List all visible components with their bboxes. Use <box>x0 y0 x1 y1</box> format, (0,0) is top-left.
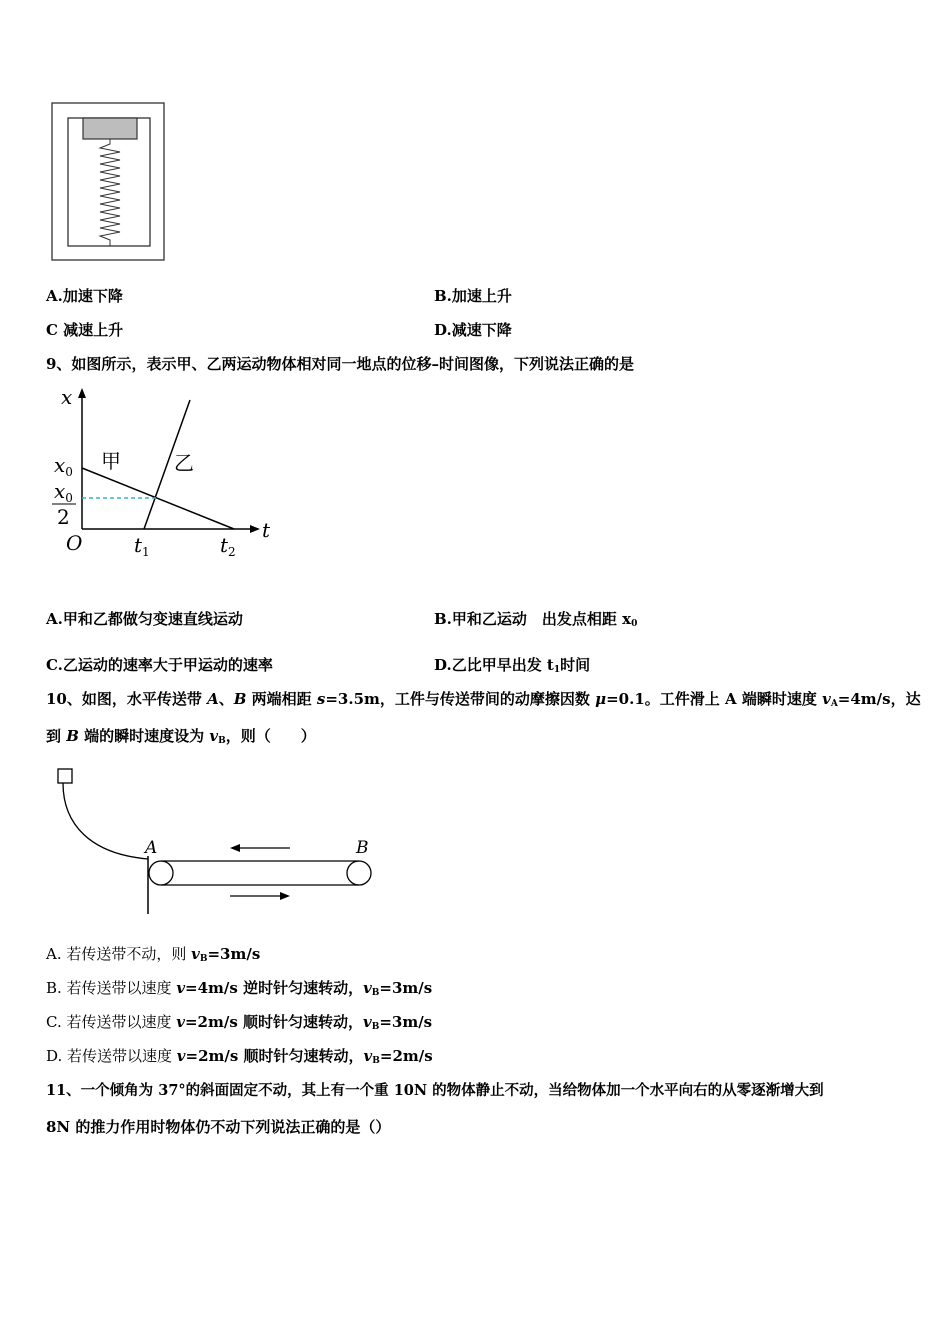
t-axis-arrow-icon <box>250 525 260 533</box>
q9-option-a: A.甲和乙都做匀变速直线运动 <box>46 610 243 628</box>
curved-ramp <box>63 783 148 859</box>
q8-option-a: A.加速下降 <box>46 287 123 305</box>
half-x0-numerator: $x_0$ <box>54 479 73 505</box>
arrow-left-icon <box>230 844 240 852</box>
t1-label: $t_1$ <box>134 533 150 559</box>
workpiece-block <box>58 769 72 783</box>
half-x0-denominator: 2 <box>57 505 70 529</box>
origin-label: O <box>66 531 83 555</box>
q10-stem-line1: 10、如图，水平传送带 A、B 两端相距 s=3.5m，工件与传送带间的动摩擦因数 μ=0.1。工件滑上 A 端瞬时速度 $v_A=4m/s$，达 <box>46 690 921 709</box>
q11-stem-line1: 11、一个倾角为 37°的斜面固定不动，其上有一个重 10N 的物体静止不动，当给物体加一个水平向右的从零逐渐增大到 <box>46 1082 824 1099</box>
arrow-right-icon <box>280 892 290 900</box>
q9-option-c: C.乙运动的速率大于甲运动的速率 <box>46 656 273 674</box>
label-a: A <box>145 838 158 858</box>
q10-option-b: B. 若传送带以速度 v=4m/s 逆时针匀速转动，$v_B=3m/s$ <box>46 979 433 998</box>
q10-option-d: D. 若传送带以速度 v=2m/s 顺时针匀速转动，$v_B=2m/s$ <box>46 1047 433 1066</box>
pulley-b <box>347 861 371 885</box>
q11-stem-line2: 8N 的推力作用时物体仍不动下列说法正确的是（） <box>46 1118 391 1136</box>
top-block <box>83 118 137 139</box>
t2-label: $t_2$ <box>220 533 236 559</box>
q8-option-d: D.减速下降 <box>434 321 512 339</box>
spring <box>100 139 120 246</box>
q10-option-a: A. 若传送带不动，则 $v_B=3m/s$ <box>46 945 261 964</box>
axis-t-label: t <box>262 518 271 542</box>
spring-box-figure <box>50 102 168 264</box>
q9-stem: 9、如图所示，表示甲、乙两运动物体相对同一地点的位移–时间图像，下列说法正确的是 <box>46 355 634 373</box>
q10-stem-line2: 到 B 端的瞬时速度设为 $v_B$，则（ ） <box>46 727 316 746</box>
pulley-a <box>149 861 173 885</box>
x-axis-arrow-icon <box>78 388 86 398</box>
q9-option-b: B.甲和乙运动 出发点相距 $x_0$ <box>434 610 638 629</box>
label-yi: 乙 <box>174 451 194 475</box>
x0-label: $x_0$ <box>54 453 73 479</box>
q8-option-b: B.加速上升 <box>434 287 512 305</box>
q10-option-c: C. 若传送带以速度 v=2m/s 顺时针匀速转动，$v_B=3m/s$ <box>46 1013 433 1032</box>
q8-option-c: C 减速上升 <box>46 321 124 339</box>
label-b: B <box>356 838 369 858</box>
label-jia: 甲 <box>101 449 121 473</box>
q9-option-d: D.乙比甲早出发 $t_1$时间 <box>434 656 591 675</box>
q10-conveyor-figure <box>50 764 390 924</box>
q9-xt-graph <box>44 384 284 564</box>
axis-x-label: x <box>61 385 73 409</box>
